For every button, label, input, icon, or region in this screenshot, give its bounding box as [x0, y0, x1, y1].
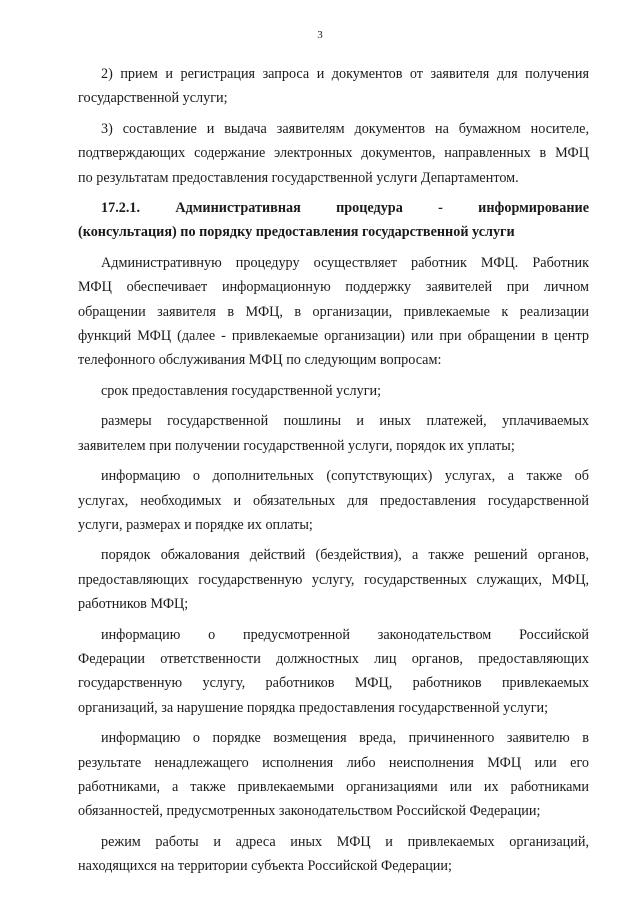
text-line: порядок обжалования действий (бездействия), а также решений органов, [101, 547, 589, 564]
text-line: обязанностей, предусмотренных законодательством Российской Федерации; [78, 803, 541, 820]
text-line: заявителем при получении государственной услуги, порядок их уплаты; [78, 437, 515, 454]
text-line: подтверждающих содержание электронных документов, направленных в МФЦ [78, 145, 589, 162]
text-line: 3) составление и выдача заявителям документов на бумажном носителе, [101, 120, 589, 137]
text-line: (консультация) по порядку предоставления государственной услуги [78, 224, 515, 241]
text-line: размеры государственной пошлины и иных платежей, уплачиваемых [101, 413, 589, 430]
document-body [78, 62, 589, 885]
text-line: работниками, а также привлекаемыми организациями или их работниками [78, 778, 589, 795]
paragraph [78, 251, 589, 373]
text-line: функций МФЦ (далее - привлекаемые организации) или при обращении в центр [78, 328, 589, 345]
paragraph [78, 379, 589, 403]
text-line: информацию о дополнительных (сопутствующих) услугах, а также об [101, 468, 589, 485]
paragraph [78, 623, 589, 721]
text-line: Федерации ответственности должностных лиц органов, предоставляющих [78, 650, 589, 667]
paragraph [78, 117, 589, 190]
paragraph [78, 543, 589, 616]
text-line: режим работы и адреса иных МФЦ и привлекаемых организаций, [101, 833, 589, 850]
text-line: результате ненадлежащего исполнения либо неисполнения МФЦ или его [78, 754, 589, 771]
text-line: работников МФЦ; [78, 596, 189, 613]
section-heading [78, 196, 589, 245]
text-line: МФЦ обеспечивает информационную поддержку заявителей при личном [78, 279, 589, 296]
paragraph [78, 464, 589, 537]
text-line: услуги, размерах и порядке их оплаты; [78, 516, 313, 533]
text-line: срок предоставления государственной услуги; [101, 382, 382, 399]
text-line: Административную процедуру осуществляет работник МФЦ. Работник [101, 254, 589, 271]
text-line: находящихся на территории субъекта Российской Федерации; [78, 858, 452, 875]
text-line: телефонного обслуживания МФЦ по следующим вопросам: [78, 352, 442, 369]
text-line: услугах, необходимых и обязательных для предоставления государственной [78, 492, 589, 509]
paragraph [78, 726, 589, 824]
text-line: по результатам предоставления государственной услуги Департаментом. [78, 169, 519, 186]
text-line: организаций, за нарушение порядка предоставления государственной услуги; [78, 699, 549, 716]
text-line: государственную услугу, работников МФЦ, работников привлекаемых [78, 675, 589, 692]
text-line: государственной услуги; [78, 90, 228, 107]
text-line: 2) прием и регистрация запроса и документов от заявителя для получения [101, 66, 589, 82]
page-number: 3 [317, 29, 323, 41]
text-line: предоставляющих государственную услугу, государственных служащих, МФЦ, [78, 571, 589, 588]
paragraph [78, 830, 589, 879]
text-line: обращении заявителя в МФЦ, в организации, привлекаемые к реализации [78, 303, 589, 320]
paragraph [78, 62, 589, 111]
paragraph [78, 409, 589, 458]
text-line: информацию о порядке возмещения вреда, причиненного заявителю в [101, 730, 589, 747]
text-line: 17.2.1. Административная процедура - информирование [101, 200, 589, 217]
text-line: информацию о предусмотренной законодательством Российской [101, 626, 589, 643]
